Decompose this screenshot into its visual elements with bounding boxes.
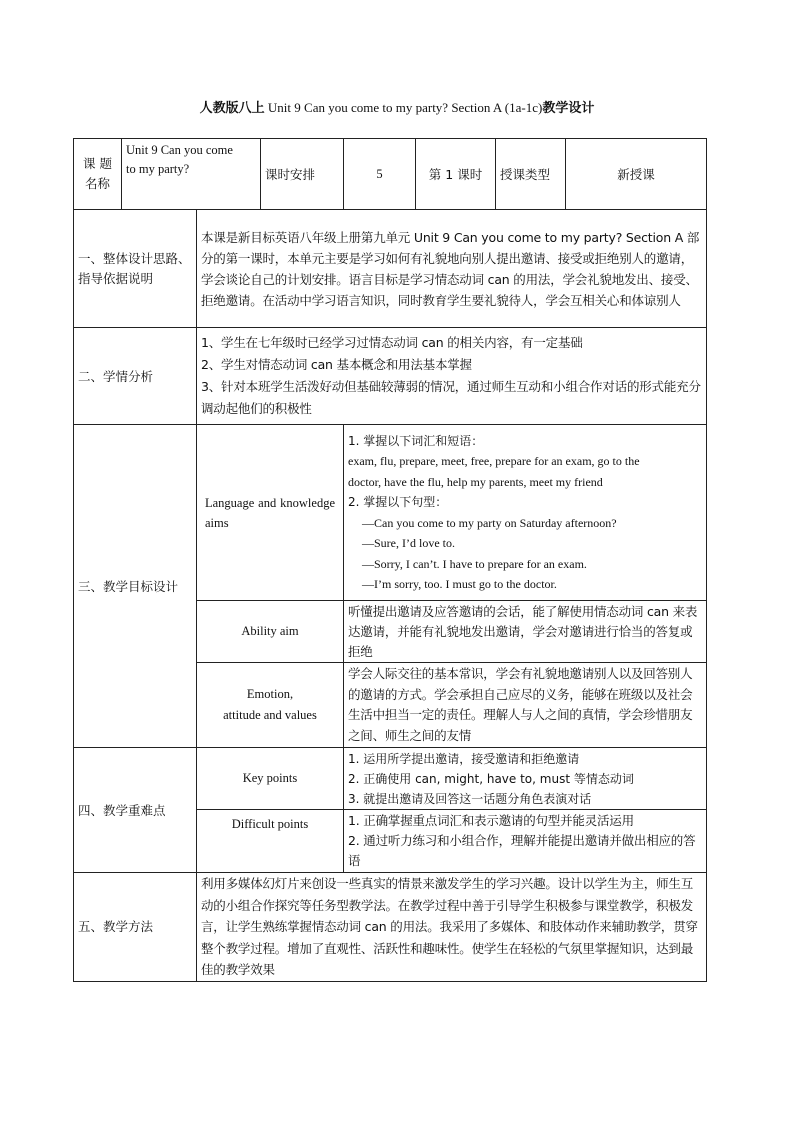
hours-label: 课时安排 — [261, 139, 344, 210]
section-5-text: 利用多媒体幻灯片来创设一些真实的情景来激发学生的学习兴趣。设计以学生为主，师生互动的小组合作探究等任务型教学法。在教学过程中善于引导学生积极参与课堂教学，积极发言，让学生熟练掌握情态动词 can 的用法。我采用了多媒体、和肢体动作来辅助教学，贯穿整个教学过程。增加了直观性、活跃性和趣味性。使学生在轻松的气氛里掌握知识，达到最佳的教学效果 — [197, 873, 707, 982]
section-1-text: 本课是新目标英语八年级上册第九单元 Unit 9 Can you come to my party? Section A 部分的第一课时，本单元主要是学习如何有礼貌地向别人提出邀请、接受或拒绝别人的邀请，学会谈论自己的计划安排。语言目标是学习情态动词 can 的用法，学会礼貌地发出、接受、拒绝邀请。在活动中学习语言知识，同时教育学生要礼貌待人，学会互相关心和体谅别人 — [197, 210, 707, 328]
key-point-1: 1. 运用所学提出邀请，接受邀请和拒绝邀请 — [348, 751, 580, 766]
key-points-label: Key points — [197, 748, 344, 810]
lesson-plan-table — [73, 138, 707, 982]
language-line-8: —I’m sorry, too. I must go to the doctor. — [362, 577, 557, 591]
ability-aim-text: 听懂提出邀请及应答邀请的会话，能了解使用情态动词 can 来表达邀请，并能有礼貌地发出邀请，学会对邀请进行恰当的答复或拒绝 — [344, 601, 707, 663]
difficult-point-1: 1. 正确掌握重点词汇和表示邀请的句型并能灵活运用 — [348, 813, 634, 828]
language-aims-content — [344, 425, 707, 601]
topic-label-cell — [74, 139, 122, 210]
language-line-2: exam, flu, prepare, meet, free, prepare for an exam, go to the — [348, 454, 640, 468]
section-3-language-row — [74, 425, 707, 601]
key-points-content — [344, 748, 707, 810]
difficult-points-label: Difficult points — [197, 810, 344, 873]
document-title-en: Unit 9 Can you come to my party? Section A (1a-1c) — [264, 100, 543, 115]
section-1-row — [74, 210, 707, 328]
header-row — [74, 139, 707, 210]
language-line-4: 2. 掌握以下句型： — [348, 495, 448, 509]
topic-label-line2: 名称 — [84, 176, 110, 191]
section-2-line-3: 3、针对本班学生活泼好动但基础较薄弱的情况，通过师生互动和小组合作对话的形式能充分调动起他们的积极性 — [201, 379, 701, 416]
section-4-key-row — [74, 748, 707, 810]
emotion-label-line1: Emotion, — [246, 687, 294, 701]
document-title — [0, 100, 794, 117]
key-point-3: 3. 就提出邀请及回答这一话题分角色表演对话 — [348, 791, 592, 806]
language-line-6: —Sure, I’d love to. — [362, 536, 455, 550]
section-2-content — [197, 328, 707, 425]
topic-value-cell — [122, 139, 261, 210]
language-line-1: 1. 掌握以下词汇和短语： — [348, 433, 484, 448]
lesson-type-label: 授课类型 — [496, 139, 566, 210]
difficult-point-2: 2. 通过听力练习和小组合作，理解并能提出邀请并做出相应的答语 — [348, 833, 696, 868]
document-title-cn-2: 教学设计 — [542, 101, 595, 116]
section-5-label: 五、教学方法 — [74, 873, 197, 982]
language-aims-label: Language and knowledge aims — [197, 425, 344, 601]
topic-label-line1: 课 题 — [83, 156, 112, 171]
section-2-line-2: 2、学生对情态动词 can 基本概念和用法基本掌握 — [201, 357, 472, 372]
document-title-cn-1: 人教版八上 — [199, 101, 265, 116]
language-line-3: doctor, have the flu, help my parents, meet my friend — [348, 474, 603, 489]
section-1-label: 一、整体设计思路、指导依据说明 — [74, 210, 197, 328]
topic-value-line1: Unit 9 Can you come — [126, 143, 233, 157]
emotion-text: 学会人际交往的基本常识，学会有礼貌地邀请别人以及回答别人的邀请的方式。学会承担自己应尽的义务，能够在班级以及社会生活中担当一定的责任。理解人与人之间的真情，学会珍惜朋友之间、师生之间的友情 — [344, 663, 707, 748]
section-5-row — [74, 873, 707, 982]
topic-value-line2: to my party? — [126, 162, 190, 176]
emotion-label-line2: attitude and values — [223, 708, 317, 722]
lesson-type-value: 新授课 — [566, 139, 707, 210]
section-2-label: 二、学情分析 — [74, 328, 197, 425]
section-2-line-1: 1、学生在七年级时已经学习过情态动词 can 的相关内容，有一定基础 — [201, 335, 583, 350]
section-3-label: 三、教学目标设计 — [74, 425, 197, 748]
section-2-row — [74, 328, 707, 425]
ability-aim-label: Ability aim — [197, 601, 344, 663]
key-point-2: 2. 正确使用 can, might, have to, must 等情态动词 — [348, 771, 634, 786]
section-4-label: 四、教学重难点 — [74, 748, 197, 873]
language-line-7: —Sorry, I can’t. I have to prepare for an exam. — [362, 556, 587, 571]
hours-value: 5 — [344, 139, 416, 210]
language-line-5: —Can you come to my party on Saturday afternoon? — [362, 515, 617, 530]
lesson-number: 第 1 课时 — [416, 139, 496, 210]
difficult-points-content — [344, 810, 707, 873]
emotion-label-cell — [197, 663, 344, 748]
